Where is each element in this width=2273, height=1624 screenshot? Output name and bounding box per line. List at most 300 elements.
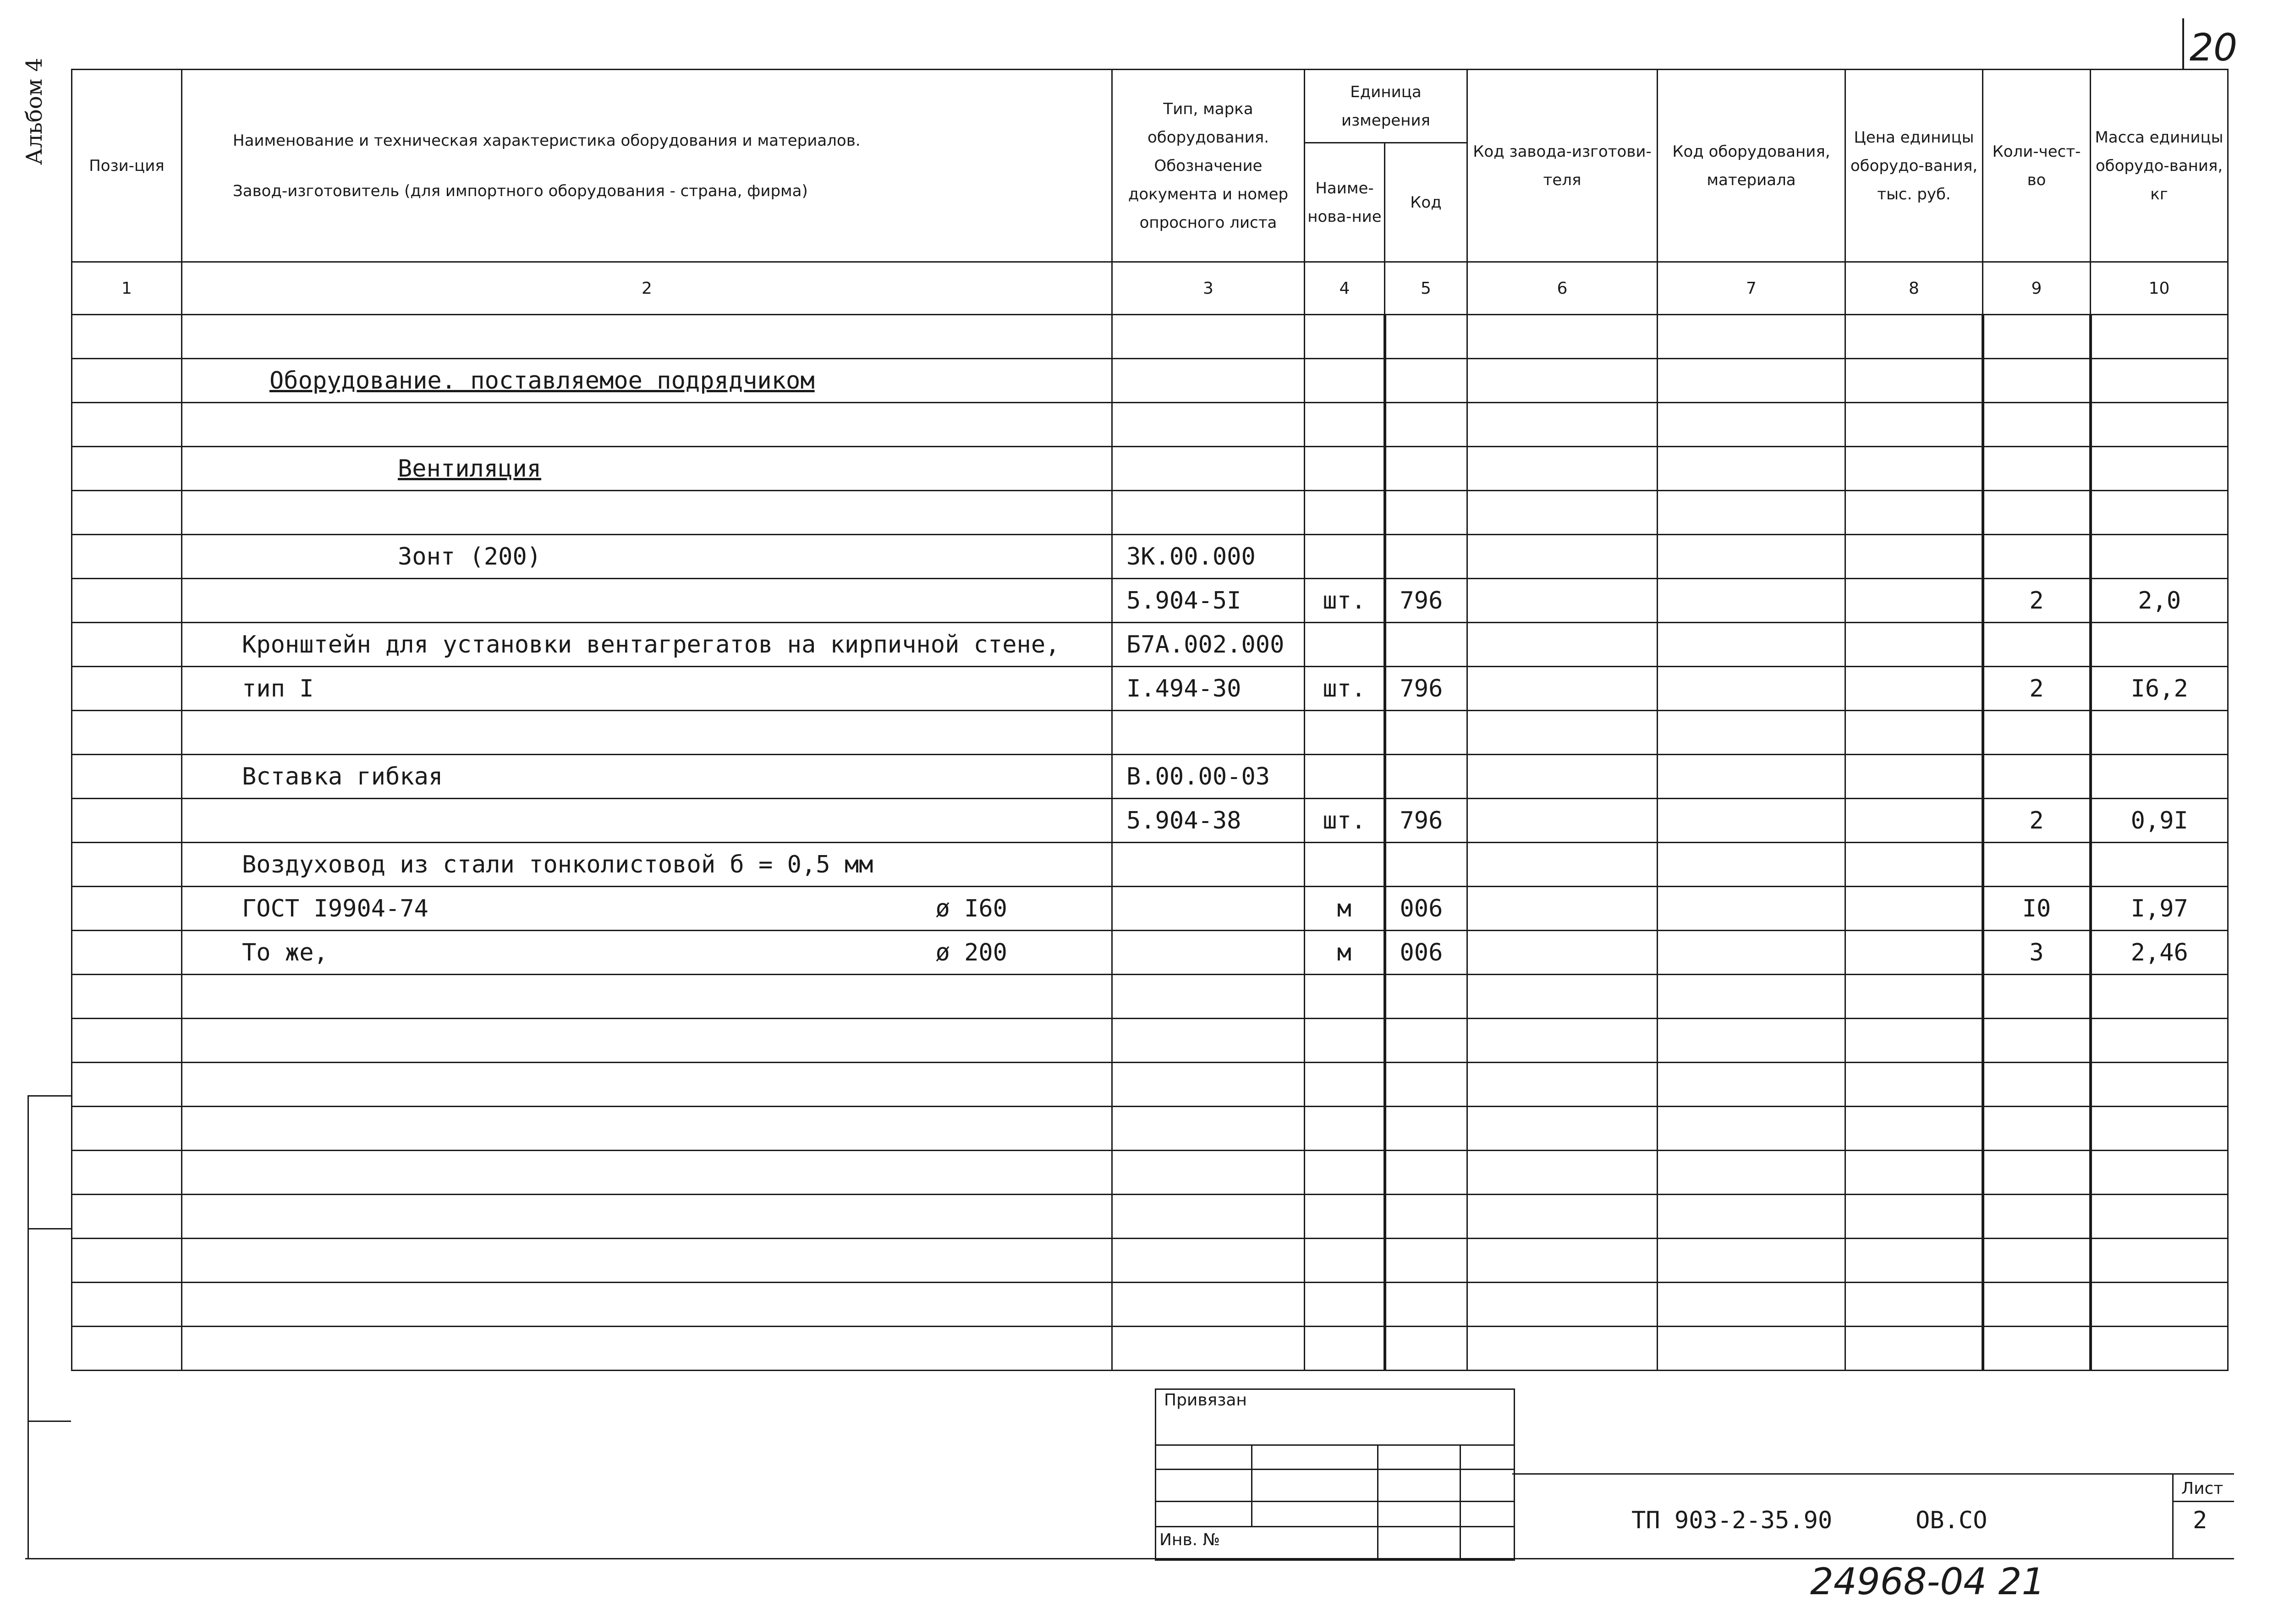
table-row	[72, 579, 2228, 623]
cell-doc: В.00.00-03	[1112, 755, 1305, 799]
cell-price	[1845, 623, 1983, 667]
sheet-line	[2172, 1501, 2234, 1502]
cell-pos	[72, 711, 182, 755]
column-number: 6	[1467, 262, 1658, 315]
empty-cell	[1658, 1063, 1845, 1107]
cell-equip	[1658, 711, 1845, 755]
cell-name	[182, 359, 1112, 403]
sheet-divider	[2172, 1473, 2174, 1558]
cell-pos	[72, 799, 182, 843]
left-margin-line	[27, 1421, 71, 1422]
cell-pos	[72, 843, 182, 887]
cell-maker	[1467, 579, 1658, 623]
empty-cell	[1467, 1063, 1658, 1107]
cell-unit	[1305, 447, 1385, 491]
cell-maker	[1467, 755, 1658, 799]
header-maker-code: Код завода-изготови-теля	[1467, 70, 1658, 262]
cell-code	[1385, 359, 1467, 403]
item-name: Вентиляция	[398, 455, 542, 483]
empty-cell	[182, 975, 1112, 1019]
cell-doc	[1112, 843, 1305, 887]
empty-cell	[2091, 1327, 2228, 1371]
cell-unit	[1305, 315, 1385, 359]
cell-qty: 3	[1983, 931, 2091, 975]
item-name: Зонт (200)	[398, 543, 542, 571]
empty-cell	[182, 1107, 1112, 1151]
cell-price	[1845, 667, 1983, 711]
cell-maker	[1467, 931, 1658, 975]
cell-maker	[1467, 711, 1658, 755]
empty-cell	[1305, 1327, 1385, 1371]
diameter-value: ø I60	[935, 894, 1007, 922]
cell-pos	[72, 403, 182, 447]
document-suffix: ОВ.СО	[1916, 1507, 1988, 1534]
empty-cell	[1983, 1239, 2091, 1283]
cell-qty	[1983, 711, 2091, 755]
empty-cell	[1845, 1195, 1983, 1239]
empty-cell	[1112, 1239, 1305, 1283]
cell-name	[182, 711, 1112, 755]
table-row	[72, 755, 2228, 799]
empty-cell	[1983, 1327, 2091, 1371]
empty-cell	[2091, 1195, 2228, 1239]
cell-name	[182, 535, 1112, 579]
empty-cell	[72, 1195, 182, 1239]
cell-qty: 2	[1983, 799, 2091, 843]
empty-cell	[1845, 1283, 1983, 1327]
empty-cell	[1983, 1195, 2091, 1239]
cell-maker	[1467, 623, 1658, 667]
cell-pos	[72, 887, 182, 931]
item-name: ГОСТ I9904-74	[242, 894, 428, 922]
empty-cell	[1305, 1195, 1385, 1239]
empty-cell	[1385, 975, 1467, 1019]
cell-qty	[1983, 447, 2091, 491]
cell-doc: ЗК.00.000	[1112, 535, 1305, 579]
table-row	[72, 931, 2228, 975]
empty-cell	[1845, 1107, 1983, 1151]
cell-maker	[1467, 447, 1658, 491]
cell-code	[1385, 623, 1467, 667]
empty-cell	[1112, 1327, 1305, 1371]
column-number: 9	[1983, 262, 2091, 315]
empty-cell	[2091, 1151, 2228, 1195]
cell-pos	[72, 755, 182, 799]
empty-cell	[1385, 1107, 1467, 1151]
column-number: 1	[72, 262, 182, 315]
cell-code: 006	[1385, 931, 1467, 975]
empty-cell	[1658, 1019, 1845, 1063]
cell-price	[1845, 579, 1983, 623]
cell-name	[182, 447, 1112, 491]
item-name: То же,	[242, 938, 328, 966]
empty-cell	[1305, 1019, 1385, 1063]
cell-mass	[2091, 359, 2228, 403]
diameter-value: ø 200	[935, 938, 1007, 966]
empty-cell	[1385, 1239, 1467, 1283]
empty-cell	[72, 1063, 182, 1107]
left-margin-line	[27, 1095, 71, 1097]
empty-cell	[182, 1019, 1112, 1063]
empty-cell	[1983, 1151, 2091, 1195]
cell-pos	[72, 623, 182, 667]
cell-unit	[1305, 843, 1385, 887]
cell-unit: м	[1305, 887, 1385, 931]
empty-cell	[182, 1283, 1112, 1327]
empty-cell	[1112, 1107, 1305, 1151]
cell-equip	[1658, 403, 1845, 447]
cell-code	[1385, 403, 1467, 447]
cell-equip	[1658, 799, 1845, 843]
header-unit-group: Единица измерения	[1305, 70, 1467, 143]
cell-code: 796	[1385, 579, 1467, 623]
cell-price	[1845, 931, 1983, 975]
empty-cell	[2091, 1239, 2228, 1283]
cell-mass: 2,46	[2091, 931, 2228, 975]
empty-cell	[1658, 1283, 1845, 1327]
cell-price	[1845, 887, 1983, 931]
cell-qty	[1983, 535, 2091, 579]
sheet-number: 2	[2193, 1507, 2207, 1534]
column-number: 2	[182, 262, 1112, 315]
cell-code	[1385, 755, 1467, 799]
cell-unit: шт.	[1305, 667, 1385, 711]
empty-cell	[1385, 1019, 1467, 1063]
empty-cell	[1467, 1107, 1658, 1151]
header-name-line1: Наименование и техническая характеристика оборудования и материалов.	[233, 131, 861, 150]
cell-mass	[2091, 843, 2228, 887]
empty-cell	[1845, 1151, 1983, 1195]
cell-doc: Б7А.002.000	[1112, 623, 1305, 667]
empty-cell	[72, 1019, 182, 1063]
empty-cell	[1845, 1327, 1983, 1371]
handwritten-number: 24968-04 21	[1810, 1560, 2045, 1603]
empty-cell	[1983, 1063, 2091, 1107]
cell-equip	[1658, 623, 1845, 667]
table-row	[72, 799, 2228, 843]
empty-cell	[2091, 1063, 2228, 1107]
item-name: Оборудование. поставляемое подрядчиком	[269, 367, 815, 395]
empty-cell	[1658, 1195, 1845, 1239]
inventory-label: Инв. №	[1159, 1531, 1220, 1549]
table-row	[72, 1151, 2228, 1195]
cell-code: 796	[1385, 799, 1467, 843]
cell-qty: 2	[1983, 667, 2091, 711]
empty-cell	[1305, 1239, 1385, 1283]
cell-price	[1845, 711, 1983, 755]
empty-cell	[1467, 1019, 1658, 1063]
cell-unit	[1305, 491, 1385, 535]
table-row	[72, 887, 2228, 931]
cell-equip	[1658, 755, 1845, 799]
cell-doc	[1112, 315, 1305, 359]
empty-cell	[1112, 1283, 1305, 1327]
table-row	[72, 1107, 2228, 1151]
cell-price	[1845, 491, 1983, 535]
cell-doc	[1112, 887, 1305, 931]
item-name: тип I	[242, 675, 314, 702]
empty-cell	[1112, 1019, 1305, 1063]
table-row	[72, 1327, 2228, 1371]
empty-cell	[1658, 975, 1845, 1019]
cell-price	[1845, 359, 1983, 403]
cell-mass: 0,9I	[2091, 799, 2228, 843]
cell-code: 006	[1385, 887, 1467, 931]
empty-cell	[1658, 1107, 1845, 1151]
cell-doc	[1112, 403, 1305, 447]
cell-unit	[1305, 359, 1385, 403]
left-margin-border	[27, 1095, 29, 1558]
cell-qty	[1983, 315, 2091, 359]
table-row	[72, 403, 2228, 447]
empty-cell	[1385, 1327, 1467, 1371]
empty-cell	[2091, 1019, 2228, 1063]
cell-mass: I,97	[2091, 887, 2228, 931]
cell-equip	[1658, 359, 1845, 403]
cell-mass	[2091, 755, 2228, 799]
empty-cell	[1385, 1151, 1467, 1195]
empty-cell	[1305, 1107, 1385, 1151]
column-number: 5	[1385, 262, 1467, 315]
cell-qty	[1983, 491, 2091, 535]
item-name: Воздуховод из стали тонколистовой б = 0,5 мм	[242, 850, 873, 878]
cell-equip	[1658, 579, 1845, 623]
cell-unit	[1305, 755, 1385, 799]
table-row	[72, 1239, 2228, 1283]
empty-cell	[72, 1239, 182, 1283]
empty-cell	[1845, 975, 1983, 1019]
cell-doc: 5.904-38	[1112, 799, 1305, 843]
cell-name	[182, 667, 1112, 711]
header-unit-name: Наиме-нова-ние	[1305, 143, 1385, 262]
cell-name	[182, 931, 1112, 975]
table-row	[72, 1283, 2228, 1327]
cell-equip	[1658, 447, 1845, 491]
cell-pos	[72, 667, 182, 711]
cell-doc	[1112, 359, 1305, 403]
cell-equip	[1658, 843, 1845, 887]
cell-name	[182, 403, 1112, 447]
empty-cell	[1845, 1063, 1983, 1107]
column-number: 7	[1658, 262, 1845, 315]
empty-cell	[1305, 1151, 1385, 1195]
empty-cell	[182, 1151, 1112, 1195]
empty-cell	[1385, 1283, 1467, 1327]
cell-mass	[2091, 491, 2228, 535]
empty-cell	[1305, 1063, 1385, 1107]
cell-doc: 5.904-5I	[1112, 579, 1305, 623]
cell-price	[1845, 535, 1983, 579]
stamp-line	[1251, 1444, 1252, 1526]
table-row	[72, 711, 2228, 755]
cell-pos	[72, 579, 182, 623]
empty-cell	[1112, 975, 1305, 1019]
cell-doc	[1112, 447, 1305, 491]
cell-doc	[1112, 711, 1305, 755]
cell-maker	[1467, 315, 1658, 359]
header-type: Тип, марка оборудования. Обозначение документа и номер опросного листа	[1112, 70, 1305, 262]
cell-name	[182, 799, 1112, 843]
table-row	[72, 315, 2228, 359]
cell-qty	[1983, 359, 2091, 403]
cell-unit: шт.	[1305, 799, 1385, 843]
table-row	[72, 843, 2228, 887]
header-name	[182, 70, 1112, 262]
stamp-line	[1460, 1444, 1461, 1559]
table-row	[72, 975, 2228, 1019]
cell-mass	[2091, 711, 2228, 755]
cell-unit	[1305, 403, 1385, 447]
cell-qty: 2	[1983, 579, 2091, 623]
cell-price	[1845, 403, 1983, 447]
cell-maker	[1467, 535, 1658, 579]
table-row	[72, 1019, 2228, 1063]
cell-qty	[1983, 755, 2091, 799]
cell-price	[1845, 799, 1983, 843]
table-row	[72, 447, 2228, 491]
empty-cell	[182, 1327, 1112, 1371]
cell-mass	[2091, 447, 2228, 491]
cell-unit: м	[1305, 931, 1385, 975]
cell-qty	[1983, 403, 2091, 447]
cell-code: 796	[1385, 667, 1467, 711]
header-equipment-code: Код оборудования, материала	[1658, 70, 1845, 262]
cell-name	[182, 843, 1112, 887]
column-number: 10	[2091, 262, 2228, 315]
header-position: Пози-ция	[72, 70, 182, 262]
empty-cell	[1112, 1195, 1305, 1239]
cell-name	[182, 491, 1112, 535]
cell-doc	[1112, 491, 1305, 535]
bottom-border	[25, 1558, 2234, 1559]
table-row	[72, 359, 2228, 403]
empty-cell	[1983, 975, 2091, 1019]
cell-pos	[72, 931, 182, 975]
empty-cell	[1467, 975, 1658, 1019]
cell-mass	[2091, 623, 2228, 667]
specification-table	[71, 69, 2229, 1371]
cell-unit	[1305, 711, 1385, 755]
cell-mass: I6,2	[2091, 667, 2228, 711]
table-row	[72, 1063, 2228, 1107]
cell-unit	[1305, 535, 1385, 579]
empty-cell	[1467, 1327, 1658, 1371]
cell-equip	[1658, 667, 1845, 711]
empty-cell	[1658, 1239, 1845, 1283]
table-row	[72, 1195, 2228, 1239]
cell-price	[1845, 843, 1983, 887]
cell-name	[182, 623, 1112, 667]
empty-cell	[1112, 1151, 1305, 1195]
cell-pos	[72, 491, 182, 535]
cell-mass	[2091, 315, 2228, 359]
empty-cell	[1385, 1195, 1467, 1239]
page-corner-number: 20	[2189, 26, 2238, 70]
cell-pos	[72, 359, 182, 403]
cell-qty	[1983, 623, 2091, 667]
empty-cell	[72, 1327, 182, 1371]
column-number: 3	[1112, 262, 1305, 315]
cell-name	[182, 887, 1112, 931]
cell-equip	[1658, 315, 1845, 359]
cell-name	[182, 755, 1112, 799]
header-price: Цена единицы оборудо-вания, тыс. руб.	[1845, 70, 1983, 262]
left-margin-line	[27, 1228, 71, 1229]
table-row	[72, 667, 2228, 711]
title-block-line	[1512, 1473, 2234, 1475]
cell-maker	[1467, 359, 1658, 403]
column-number: 4	[1305, 262, 1385, 315]
empty-cell	[72, 975, 182, 1019]
cell-maker	[1467, 491, 1658, 535]
cell-code	[1385, 843, 1467, 887]
cell-code	[1385, 491, 1467, 535]
cell-name	[182, 579, 1112, 623]
cell-pos	[72, 315, 182, 359]
empty-cell	[2091, 1283, 2228, 1327]
cell-maker	[1467, 843, 1658, 887]
cell-mass	[2091, 535, 2228, 579]
empty-cell	[1467, 1283, 1658, 1327]
cell-qty	[1983, 843, 2091, 887]
album-label: Альбом 4	[22, 58, 47, 165]
cell-equip	[1658, 887, 1845, 931]
empty-cell	[1658, 1327, 1845, 1371]
empty-cell	[2091, 1107, 2228, 1151]
empty-cell	[1983, 1283, 2091, 1327]
cell-qty: I0	[1983, 887, 2091, 931]
empty-cell	[1385, 1063, 1467, 1107]
cell-code	[1385, 711, 1467, 755]
cell-pos	[72, 447, 182, 491]
item-name: Кронштейн для установки вентагрегатов на кирпичной стене,	[242, 631, 1060, 658]
empty-cell	[182, 1239, 1112, 1283]
cell-pos	[72, 535, 182, 579]
cell-equip	[1658, 491, 1845, 535]
cell-price	[1845, 447, 1983, 491]
cell-price	[1845, 315, 1983, 359]
empty-cell	[1467, 1151, 1658, 1195]
empty-cell	[1467, 1239, 1658, 1283]
cell-equip	[1658, 535, 1845, 579]
header-quantity: Коли-чест-во	[1983, 70, 2091, 262]
cell-doc	[1112, 931, 1305, 975]
header-name-line2: Завод-изготовитель (для импортного оборудования - страна, фирма)	[233, 181, 808, 200]
cell-name	[182, 315, 1112, 359]
cell-equip	[1658, 931, 1845, 975]
cell-code	[1385, 447, 1467, 491]
empty-cell	[1305, 1283, 1385, 1327]
table-row	[72, 491, 2228, 535]
document-code: ТП 903-2-35.90	[1631, 1507, 1833, 1534]
empty-cell	[182, 1063, 1112, 1107]
cell-unit	[1305, 623, 1385, 667]
cell-maker	[1467, 799, 1658, 843]
empty-cell	[182, 1195, 1112, 1239]
cell-code	[1385, 535, 1467, 579]
cell-code	[1385, 315, 1467, 359]
cell-maker	[1467, 667, 1658, 711]
empty-cell	[72, 1283, 182, 1327]
cell-mass	[2091, 403, 2228, 447]
empty-cell	[1983, 1107, 2091, 1151]
empty-cell	[2091, 975, 2228, 1019]
sheet-label: Лист	[2181, 1479, 2224, 1498]
stamp-line	[1377, 1444, 1378, 1559]
empty-cell	[1658, 1151, 1845, 1195]
empty-cell	[72, 1107, 182, 1151]
empty-cell	[1845, 1019, 1983, 1063]
